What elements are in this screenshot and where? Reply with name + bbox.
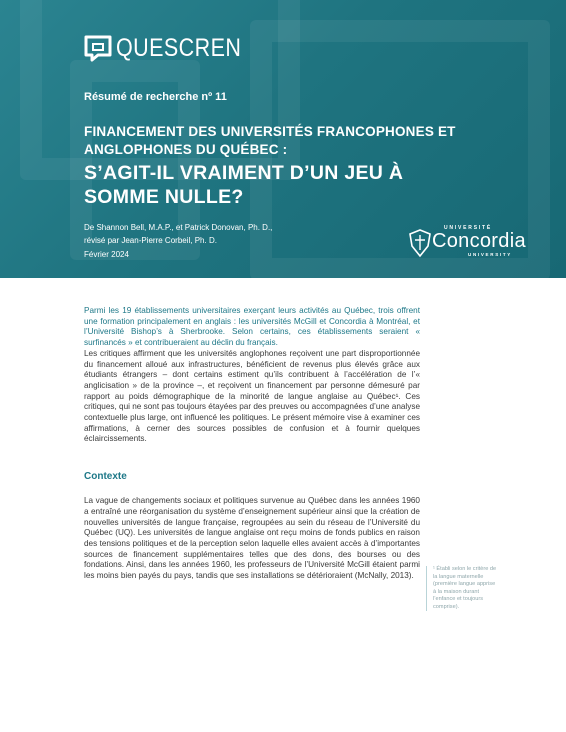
title-line-1: FINANCEMENT DES UNIVERSITÉS FRANCOPHONES ET ANGLOPHONES DU QUÉBEC : [84, 124, 456, 157]
concordia-bottom-text: UNIVERSITY [468, 252, 513, 257]
concordia-logo [408, 224, 540, 262]
authors-line-1: De Shannon Bell, M.A.P., et Patrick Donovan, Ph. D., [84, 223, 273, 232]
section-heading: Contexte [84, 471, 127, 483]
authors [84, 222, 272, 247]
concordia-name: Concordia [432, 230, 526, 252]
title-line-2: S’AGIT-IL VRAIMENT D’UN JEU À SOMME NULLE? [84, 162, 404, 208]
concordia-top-text: UNIVERSITÉ [444, 225, 493, 231]
quescren-logo [84, 34, 262, 62]
concordia-shield-icon [408, 228, 432, 258]
speech-bubble-icon [84, 35, 114, 62]
header-banner [0, 0, 566, 278]
intro-body: Les critiques affirment que les universités anglophones reçoivent une part disproportionnée du financement alloué aux infrastructures, bénéficient de revenus plus élevés grâce aux étudiants étrangers – dont certains estiment qu’ils contribuent à l’accélération de l’« anglicisation » de la province –, et reçoivent un financement par personne démesuré par rapport au poids démographique de la minorité de langue anglaise au Québec¹. Ces critiques, qui ne sont pas toujours étayées par des preuves ou accompagnées d’une analyse contextuelle plus large, ont influencé les politiques. Le présent mémoire vise à examiner ces affirmations, à cerner des sources possibles de confusion et à fournir quelques éclaircissements. [84, 348, 420, 444]
footnote: ¹ Établi selon le critère de la langue maternelle (première langue apprise à la maison durant l’enfance et toujours comprise). [426, 566, 498, 611]
main-content [84, 306, 420, 582]
authors-line-2: révisé par Jean-Pierre Corbeil, Ph. D. [84, 235, 217, 245]
section-body: La vague de changements sociaux et politiques survenue au Québec dans les années 1960 a entraîné une réorganisation du système d’enseignement supérieur ainsi que la création de nouvelles universités de langue française, regroupées au sein du réseau de l’Université du Québec (UQ). Les universités de langue anglaise ont reçu moins de fonds publics en raison des tensions politiques et de la perception selon laquelle elles avaient accès à d’importantes sources de financement supplémentaires telles que des dons, des bourses ou des fondations. Ainsi, dans les années 1960, les professeurs de l’Université McGill étaient parmi les moins bien payés du pays, tandis que ses installations se détérioraient (McNally, 2013). [84, 496, 420, 581]
publication-date: Février 2024 [84, 250, 129, 259]
intro-highlight: Parmi les 19 établissements universitaires exerçant leurs activités au Québec, trois offrent une formation principalement en anglais : les universités McGill et Concordia à Montréal, et l’Université Bishop’s à Sherbrooke. Selon certains, ces établissements seraient « surfinancés » et contribueraient au déclin du français. [84, 306, 420, 348]
logo-text: QUESCREN [116, 34, 242, 62]
series-label: Résumé de recherche nº 11 [84, 91, 227, 103]
